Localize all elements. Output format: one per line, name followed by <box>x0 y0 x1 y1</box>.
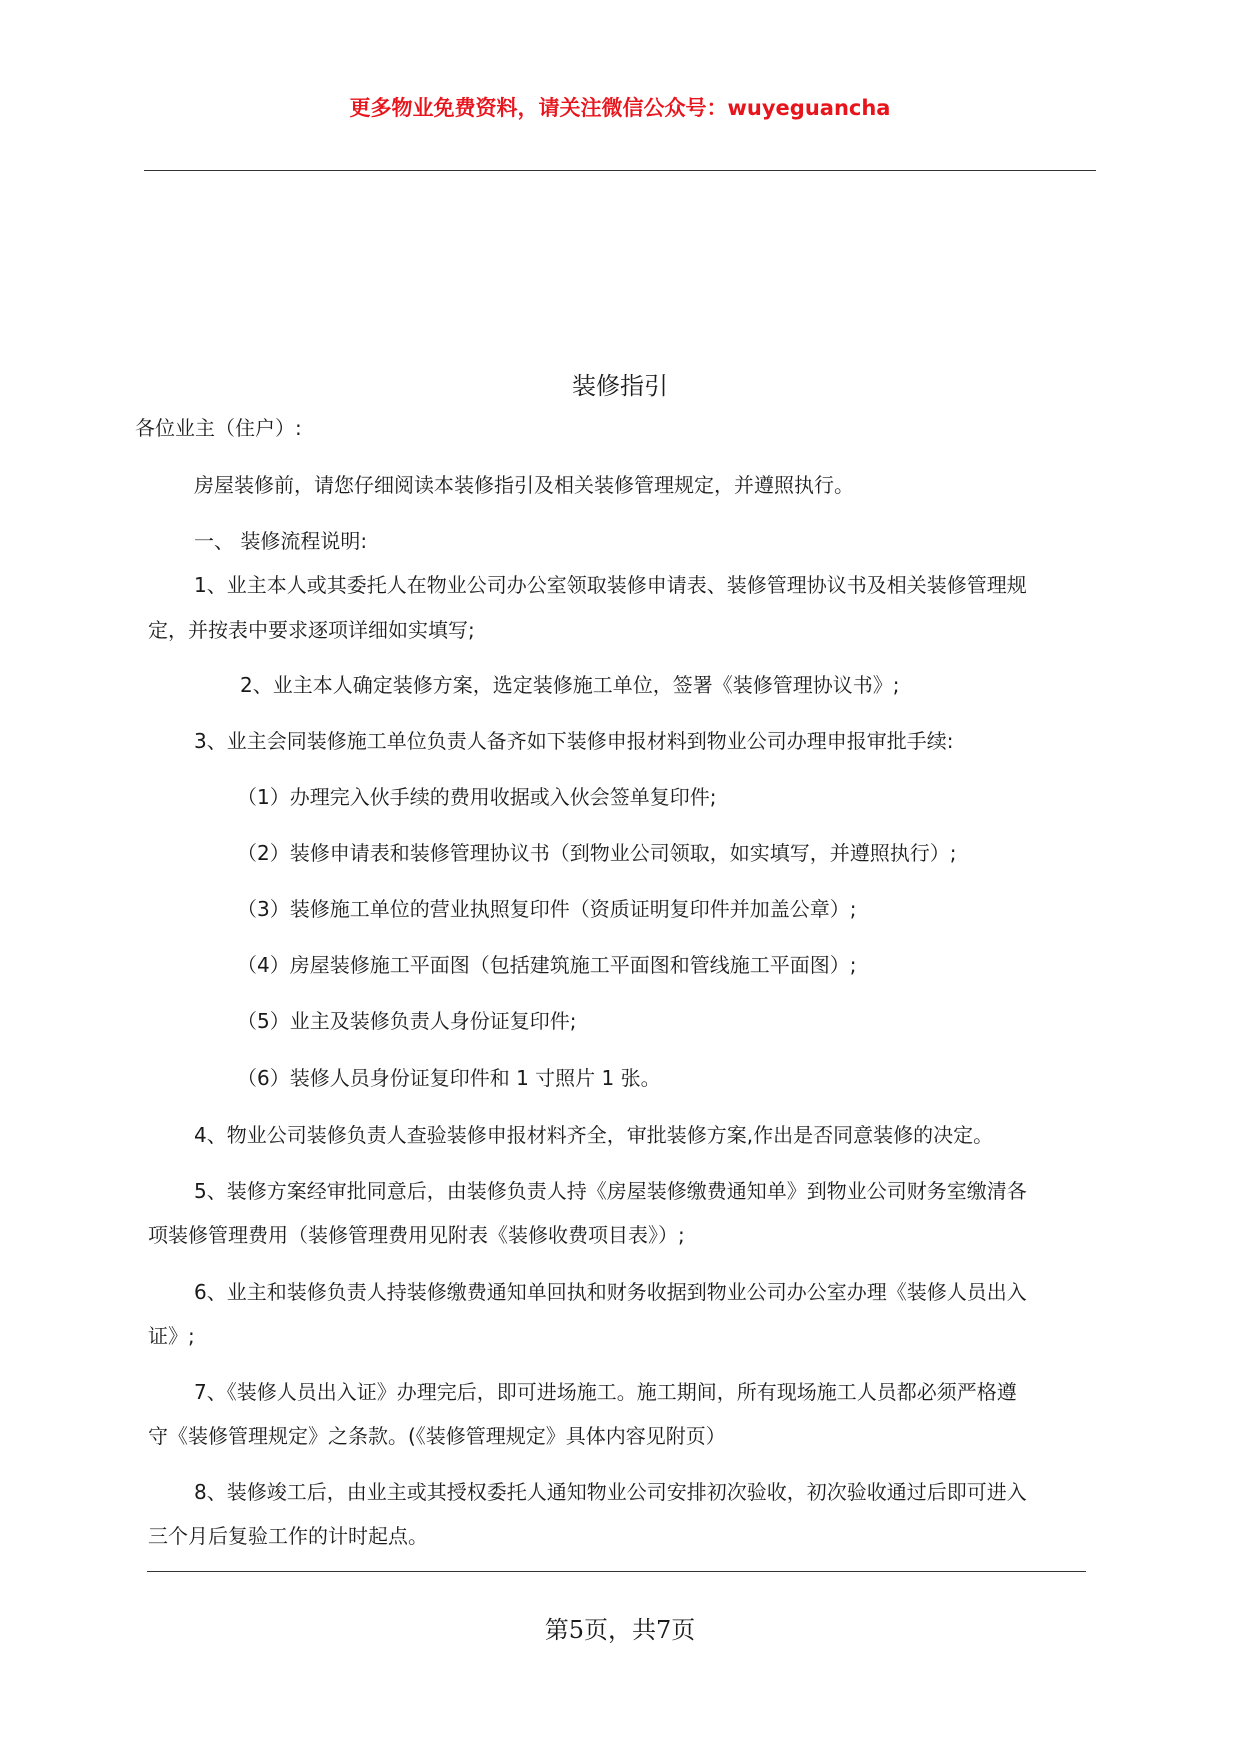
list-item: 2、业主本人确定装修方案，选定装修施工单位，签署《装修管理协议书》; <box>240 673 900 697</box>
list-item: 7、《装修人员出入证》办理完后，即可进场施工。施工期间，所有现场施工人员都必须严格遵 <box>194 1380 1017 1404</box>
intro-paragraph: 房屋装修前，请您仔细阅读本装修指引及相关装修管理规定，并遵照执行。 <box>194 473 854 497</box>
sub-item: （5）业主及装修负责人身份证复印件; <box>237 1009 577 1033</box>
salutation: 各位业主（住户）: <box>135 416 302 440</box>
header-divider <box>144 170 1096 171</box>
list-item-continuation: 三个月后复验工作的计时起点。 <box>148 1524 428 1548</box>
document-title: 装修指引 <box>572 372 668 400</box>
list-item: 6、业主和装修负责人持装修缴费通知单回执和财务收据到物业公司办公室办理《装修人员出入 <box>194 1280 1027 1304</box>
list-item: 8、装修竣工后，由业主或其授权委托人通知物业公司安排初次验收，初次验收通过后即可进入 <box>194 1480 1027 1504</box>
list-item: 5、装修方案经审批同意后，由装修负责人持《房屋装修缴费通知单》到物业公司财务室缴清各 <box>194 1179 1027 1203</box>
page-indicator: 第5页，共7页 <box>544 1616 696 1644</box>
sub-item: （1）办理完入伙手续的费用收据或入伙会签单复印件; <box>237 785 717 809</box>
section-heading: 一、 装修流程说明: <box>194 529 368 553</box>
list-item-continuation: 守《装修管理规定》之条款。(《装修管理规定》具体内容见附页） <box>148 1424 726 1448</box>
sub-item: （4）房屋装修施工平面图（包括建筑施工平面图和管线施工平面图）; <box>237 953 857 977</box>
header-banner: 更多物业免费资料，请关注微信公众号：wuyeguancha <box>349 96 891 120</box>
list-item: 4、物业公司装修负责人查验装修申报材料齐全，审批装修方案,作出是否同意装修的决定。 <box>194 1123 994 1147</box>
list-item-continuation: 证》; <box>148 1324 195 1348</box>
footer-divider <box>147 1571 1086 1572</box>
list-item: 3、业主会同装修施工单位负责人备齐如下装修申报材料到物业公司办理申报审批手续: <box>194 729 954 753</box>
list-item-continuation: 定，并按表中要求逐项详细如实填写; <box>148 618 475 642</box>
list-item: 1、业主本人或其委托人在物业公司办公室领取装修申请表、装修管理协议书及相关装修管理规 <box>194 573 1027 597</box>
sub-item: （2）装修申请表和装修管理协议书（到物业公司领取，如实填写，并遵照执行）; <box>237 841 957 865</box>
sub-item: （3）装修施工单位的营业执照复印件（资质证明复印件并加盖公章）; <box>237 897 857 921</box>
sub-item: （6）装修人员身份证复印件和 1 寸照片 1 张。 <box>237 1066 661 1090</box>
list-item-continuation: 项装修管理费用（装修管理费用见附表《装修收费项目表》）; <box>148 1223 685 1247</box>
